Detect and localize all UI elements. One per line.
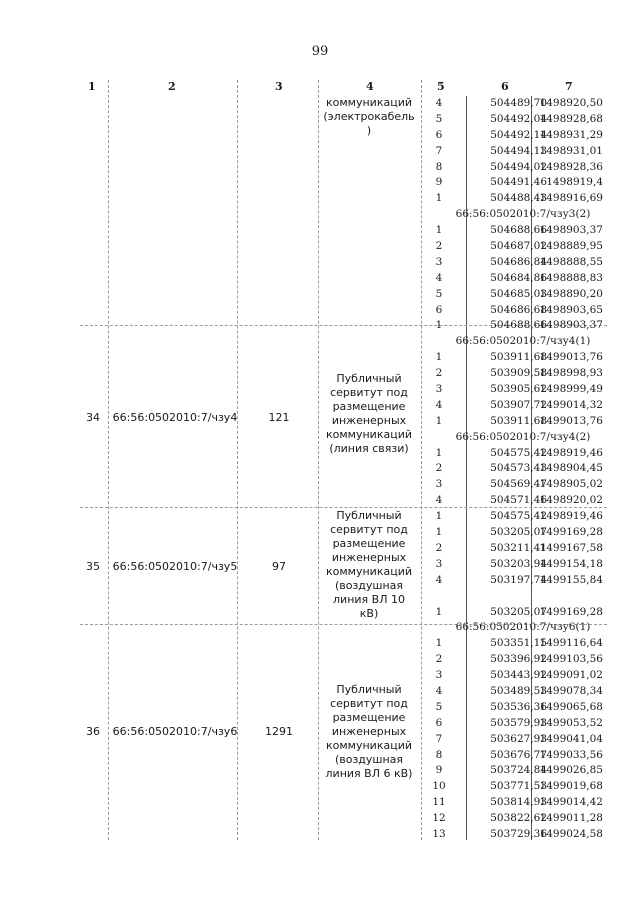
- coord-y: 1499041,04: [539, 732, 603, 745]
- coord-y: 1498919,46: [539, 510, 603, 523]
- coordinate-row: [423, 318, 607, 334]
- coord-y: 1499078,34: [539, 684, 603, 697]
- coord-y: 1498890,20: [539, 287, 603, 300]
- coordinate-row: [423, 684, 607, 700]
- point-number: 8: [435, 160, 443, 173]
- purpose-line: сервитут под: [330, 697, 408, 710]
- coordinate-row: [423, 589, 607, 605]
- purpose-line: Публичный: [336, 683, 402, 696]
- point-number: 4: [435, 398, 443, 411]
- coordinate-row: [423, 509, 607, 525]
- purpose-line: коммуникаций: [326, 428, 412, 441]
- purpose-text: [322, 372, 416, 456]
- entry-number: 35: [86, 560, 100, 573]
- coord-x: 504488,43: [490, 192, 547, 205]
- point-number: 2: [435, 462, 443, 475]
- coord-x: 504688,66: [490, 224, 547, 237]
- purpose-line: размещение: [332, 537, 406, 550]
- cadastral-number: 66:56:0502010:7/чзу6: [112, 725, 238, 738]
- purpose-line: инженерных: [331, 551, 407, 564]
- point-number: 1: [435, 414, 443, 427]
- coord-x: 504686,84: [490, 255, 547, 268]
- coord-x: 503396,92: [490, 653, 547, 666]
- coord-y: 1498903,65: [539, 303, 603, 316]
- coord-y: 1498903,37: [539, 319, 603, 332]
- point-number: 2: [435, 240, 443, 253]
- coord-x: 503205,07: [490, 526, 547, 539]
- coord-y: 1498920,02: [539, 494, 603, 507]
- point-number: 5: [435, 700, 443, 713]
- point-number: 9: [435, 764, 443, 777]
- coordinate-row: [423, 446, 607, 462]
- purpose-line: сервитут под: [330, 523, 408, 536]
- point-number: 1: [435, 526, 443, 539]
- point-number: 6: [435, 303, 443, 316]
- coord-y: 1499019,68: [539, 780, 603, 793]
- point-number: 6: [435, 716, 443, 729]
- column-divider: [318, 80, 319, 840]
- purpose-text: [322, 683, 416, 781]
- coordinate-row: [423, 366, 607, 382]
- coord-x: 504494,13: [490, 144, 547, 157]
- coord-y: 1499011,28: [539, 812, 603, 825]
- point-number: 7: [435, 144, 443, 157]
- subplot-title-text: 66:56:0502010:7/чзу6(1): [455, 621, 591, 634]
- coord-y: 1499013,76: [539, 351, 603, 364]
- coord-y: 1498998,93: [539, 367, 603, 380]
- coordinate-row: [423, 557, 607, 573]
- purpose-line: кВ): [359, 607, 379, 620]
- coord-y: 1499053,52: [539, 716, 603, 729]
- coord-x: 503536,36: [490, 700, 547, 713]
- coordinate-row: [423, 461, 607, 477]
- purpose-line: коммуникаций: [326, 565, 412, 578]
- coord-y: 1498931,29: [539, 128, 603, 141]
- coord-y: 1498931,01: [539, 144, 603, 157]
- coord-x: 503822,62: [490, 812, 547, 825]
- coordinate-row: [423, 112, 607, 128]
- coordinate-row: [423, 255, 607, 271]
- purpose-line: (воздушная: [334, 579, 404, 592]
- point-number: 1: [435, 605, 443, 618]
- coord-x: 503814,93: [490, 796, 547, 809]
- coord-y: 1499167,58: [539, 541, 603, 554]
- coord-y: 1499013,76: [539, 414, 603, 427]
- coordinate-row: [423, 128, 607, 144]
- point-number: 13: [432, 827, 446, 840]
- area-value: 1291: [265, 725, 293, 738]
- coordinate-row: [423, 96, 607, 112]
- coord-x: 503911,68: [490, 351, 547, 364]
- point-number: 1: [435, 192, 443, 205]
- cadastral-number: 66:56:0502010:7/чзу5: [112, 560, 238, 573]
- subplot-title: [423, 207, 607, 223]
- entry-number: 34: [86, 411, 100, 424]
- coord-x: 503205,07: [490, 605, 547, 618]
- header-col-5: 5: [437, 80, 445, 93]
- point-number: 10: [432, 780, 446, 793]
- point-number: 1: [435, 446, 443, 459]
- coord-x: 504688,66: [490, 319, 547, 332]
- point-number: 9: [435, 176, 443, 189]
- coord-x: 504684,86: [490, 271, 547, 284]
- coordinate-row: [423, 748, 607, 764]
- coord-y: 1498920,50: [539, 97, 603, 109]
- point-number: 12: [432, 812, 446, 825]
- coordinate-row: [423, 493, 607, 509]
- point-number: 1: [435, 351, 443, 364]
- coordinate-row: [423, 144, 607, 160]
- coordinate-row: [423, 414, 607, 430]
- page-number: 99: [311, 44, 329, 59]
- coord-y: 1498904,45: [539, 462, 603, 475]
- purpose-line: коммуникаций: [326, 739, 412, 752]
- coord-y: 1498919,4: [546, 176, 603, 189]
- coordinate-row: [423, 191, 607, 207]
- coordinate-row: [423, 525, 607, 541]
- coord-y: 1499065,68: [539, 700, 603, 713]
- point-number: 5: [435, 112, 443, 125]
- subplot-title-text: 66:56:0502010:7/чзу4(2): [455, 430, 591, 443]
- purpose-line: коммуникаций: [326, 96, 412, 109]
- coord-x: 503907,72: [490, 398, 547, 411]
- point-number: 3: [435, 478, 443, 491]
- coord-y: 1499169,28: [539, 526, 603, 539]
- point-number: 4: [435, 271, 443, 284]
- coordinate-row: [423, 779, 607, 795]
- coord-x: 503771,53: [490, 780, 547, 793]
- point-number: 1: [435, 637, 443, 650]
- coord-y: 1499154,18: [539, 557, 603, 570]
- purpose-line: Публичный: [336, 372, 402, 385]
- point-number: 4: [435, 97, 443, 109]
- coord-y: 1499024,58: [539, 827, 603, 840]
- point-number: 2: [435, 541, 443, 554]
- coord-x: 504491,46: [490, 176, 547, 189]
- coordinate-row: [423, 716, 607, 732]
- coord-y: 1499155,84: [539, 573, 603, 586]
- header-col-3: 3: [275, 80, 283, 93]
- subplot-title-text: 66:56:0502010:7/чзу4(1): [455, 335, 591, 348]
- coord-y: 1498905,02: [539, 478, 603, 491]
- coord-y: 1499014,32: [539, 398, 603, 411]
- purpose-line: инженерных: [331, 414, 407, 427]
- coordinate-row: [423, 160, 607, 176]
- coord-x: 503729,36: [490, 827, 547, 840]
- coord-y: 1499033,56: [539, 748, 603, 761]
- coord-x: 504494,02: [490, 160, 547, 173]
- coord-y: 1498903,37: [539, 224, 603, 237]
- coord-x: 503676,77: [490, 748, 547, 761]
- subplot-title-text: 66:56:0502010:7/чзу3(2): [455, 208, 591, 221]
- purpose-line: Публичный: [336, 509, 402, 522]
- coord-x: 503443,92: [490, 669, 547, 682]
- coord-x: 504575,42: [490, 446, 547, 459]
- coordinate-row: [423, 636, 607, 652]
- cadastral-number: 66:56:0502010:7/чзу4: [112, 411, 238, 424]
- coord-x: 504686,68: [490, 303, 547, 316]
- point-number: 1: [435, 510, 443, 523]
- coord-x: 504575,42: [490, 510, 547, 523]
- coord-x: 503351,15: [490, 637, 547, 650]
- coord-x: 504687,02: [490, 240, 547, 253]
- coordinate-row: [423, 239, 607, 255]
- coord-x: 503579,93: [490, 716, 547, 729]
- area-value: 97: [272, 560, 286, 573]
- point-number: 2: [435, 653, 443, 666]
- point-number: 4: [435, 494, 443, 507]
- coord-x: 504571,46: [490, 494, 547, 507]
- entry-number: 36: [86, 725, 100, 738]
- coord-y: 1498888,83: [539, 271, 603, 284]
- area-value: 121: [268, 411, 290, 424]
- coord-x: 503197,74: [490, 573, 547, 586]
- coordinate-row: [423, 573, 607, 589]
- coord-x: 503909,58: [490, 367, 547, 380]
- purpose-line: инженерных: [331, 725, 407, 738]
- point-number: 8: [435, 748, 443, 761]
- coord-y: 1498999,49: [539, 383, 603, 396]
- coord-x: 503905,62: [490, 383, 547, 396]
- purpose-line: линия ВЛ 10: [333, 593, 405, 606]
- coordinate-row: [423, 350, 607, 366]
- coord-y: 1499026,85: [539, 764, 603, 777]
- coord-y: 1498888,55: [539, 255, 603, 268]
- coord-y: 1499169,28: [539, 605, 603, 618]
- coord-x: 504492,04: [490, 112, 547, 125]
- coordinate-row: [423, 652, 607, 668]
- header-col-1: 1: [88, 80, 96, 93]
- table-header: [0, 80, 640, 96]
- coordinate-row: [423, 605, 607, 621]
- purpose-line: сервитут под: [330, 386, 408, 399]
- purpose-line: (линия связи): [329, 442, 409, 455]
- coord-y: 1499091,02: [539, 669, 603, 682]
- coordinate-row: [423, 811, 607, 827]
- coord-x: 504489,70: [490, 97, 547, 109]
- coordinate-row: [423, 287, 607, 303]
- continued-purpose: [322, 96, 416, 138]
- coord-x: 503211,41: [490, 541, 547, 554]
- point-number: 5: [435, 287, 443, 300]
- point-number: 1: [435, 224, 443, 237]
- coordinate-row: [423, 223, 607, 239]
- subplot-title: [423, 430, 607, 446]
- coordinate-row: [423, 398, 607, 414]
- coord-x: 504685,03: [490, 287, 547, 300]
- point-number: 4: [435, 573, 443, 586]
- purpose-line: (электрокабель: [323, 110, 415, 123]
- purpose-line: линия ВЛ 6 кВ): [325, 767, 413, 780]
- coordinate-row: [423, 175, 607, 191]
- purpose-line: ): [366, 124, 372, 137]
- coord-x: 503724,84: [490, 764, 547, 777]
- purpose-line: (воздушная: [334, 753, 404, 766]
- subplot-title: [423, 334, 607, 350]
- header-col-4: 4: [366, 80, 374, 93]
- point-number: 3: [435, 383, 443, 396]
- coord-y: 1498889,95: [539, 240, 603, 253]
- coord-y: 1499103,56: [539, 653, 603, 666]
- coord-x: 503489,53: [490, 684, 547, 697]
- coordinate-row: [423, 763, 607, 779]
- point-number: 6: [435, 128, 443, 141]
- coord-x: 503911,68: [490, 414, 547, 427]
- point-number: 3: [435, 669, 443, 682]
- column-divider: [108, 80, 109, 840]
- coord-x: 504492,14: [490, 128, 547, 141]
- coord-y: 1499116,64: [539, 637, 603, 650]
- coord-x: 503203,94: [490, 557, 547, 570]
- coordinate-row: [423, 382, 607, 398]
- coord-y: 1499014,42: [539, 796, 603, 809]
- coord-x: 503627,93: [490, 732, 547, 745]
- coordinate-row: [423, 271, 607, 287]
- point-number: 11: [432, 796, 446, 809]
- subplot-title: [423, 620, 607, 636]
- point-number: 2: [435, 367, 443, 380]
- coordinate-row: [423, 303, 607, 319]
- coordinates-list: [423, 96, 607, 843]
- coord-x: 504573,43: [490, 462, 547, 475]
- coordinate-row: [423, 477, 607, 493]
- purpose-text: [322, 509, 416, 621]
- column-divider: [421, 80, 422, 840]
- point-number: 4: [435, 684, 443, 697]
- header-col-2: 2: [168, 80, 176, 93]
- coord-y: 1498928,68: [539, 112, 603, 125]
- coordinate-row: [423, 795, 607, 811]
- coordinate-row: [423, 732, 607, 748]
- coord-y: 1498928,36: [539, 160, 603, 173]
- coordinate-row: [423, 700, 607, 716]
- coordinate-row: [423, 668, 607, 684]
- point-number: 3: [435, 557, 443, 570]
- coordinate-row: [423, 541, 607, 557]
- coord-y: 1498916,69: [539, 192, 603, 205]
- coord-x: 504569,47: [490, 478, 547, 491]
- point-number: 3: [435, 255, 443, 268]
- point-number: 1: [435, 319, 443, 332]
- coord-y: 1498919,46: [539, 446, 603, 459]
- coordinate-row: [423, 827, 607, 843]
- purpose-line: размещение: [332, 711, 406, 724]
- point-number: 7: [435, 732, 443, 745]
- header-col-6: 6: [501, 80, 509, 93]
- header-col-7: 7: [565, 80, 573, 93]
- purpose-line: размещение: [332, 400, 406, 413]
